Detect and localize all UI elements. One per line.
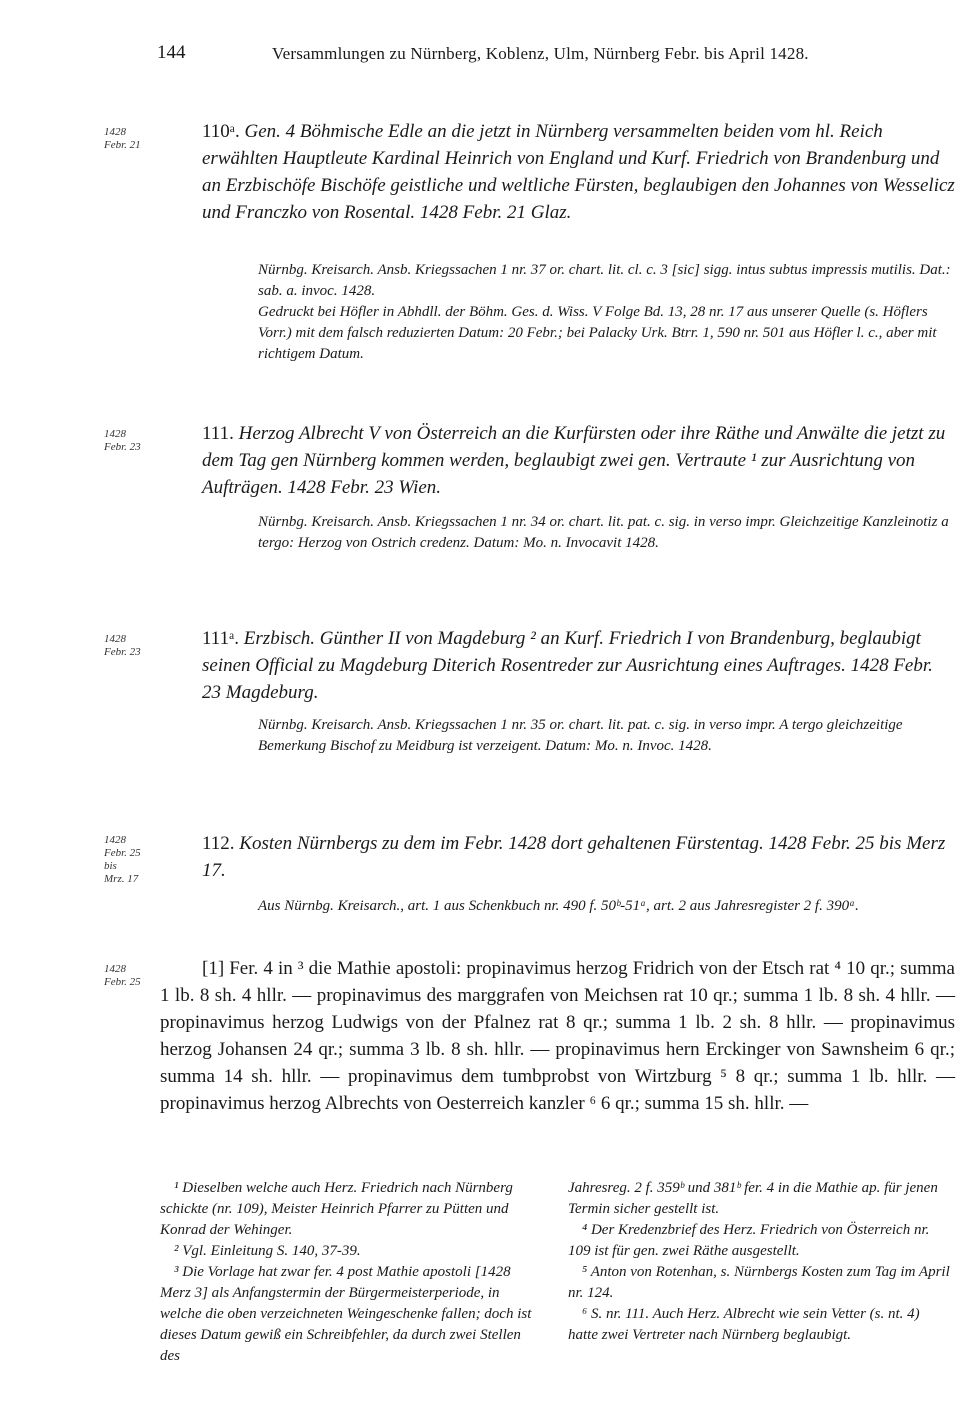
margin-year: 1428 — [104, 633, 126, 645]
margin-date — [104, 963, 156, 989]
footnote-6: ⁶ S. nr. 111. Auch Herz. Albrecht wie sein Vetter (s. nt. 4) hatte zwei Vertreter nach Nürnberg beglaubigt. — [568, 1306, 920, 1343]
margin-year: 1428 — [104, 126, 126, 138]
source-notes — [258, 512, 953, 554]
entry-number: 112. — [202, 833, 235, 854]
footnotes-left-column — [160, 1178, 542, 1367]
margin-day: Febr. 23 — [104, 441, 141, 453]
entry-number: 110ᵃ. — [202, 121, 240, 142]
margin-day: Febr. 21 — [104, 139, 141, 151]
regest-text: Kosten Nürnbergs zu dem im Febr. 1428 dort gehaltenen Fürstentag. 1428 Febr. 25 bis Merz 17. — [202, 833, 946, 881]
print-note: Gedruckt bei Höfler in Abhdll. der Böhm. Ges. d. Wiss. V Folge Bd. 13, 28 nr. 17 aus unserer Quelle (s. Höflers Vorr.) mit dem falsch reduzierten Datum: 20 Febr.; bei Palacky Urk. Btrr. 1, 590 nr. 501 aus Höfler l. c., aber mit richtigem Datum. — [258, 304, 937, 362]
margin-day: Febr. 23 — [104, 646, 141, 658]
margin-date — [104, 633, 156, 659]
source-notes — [258, 896, 953, 917]
footnote-3-continued: Jahresreg. 2 f. 359ᵇ und 381ᵇ fer. 4 in die Mathie ap. für jenen Termin sicher gestellt ist. — [568, 1180, 938, 1217]
regest — [160, 118, 955, 226]
margin-year: 1428 — [104, 963, 126, 975]
footnote-2: ² Vgl. Einleitung S. 140, 37-39. — [174, 1243, 361, 1259]
margin-end: Mrz. 17 — [104, 873, 139, 885]
regest-text: Gen. 4 Böhmische Edle an die jetzt in Nürnberg versammelten beiden vom hl. Reich erwählten Hauptleute Kardinal Heinrich von England und Kurf. Friedrich von Brandenburg und an Erzbischöfe Bischöfe geistliche und weltliche Fürsten, beglaubigen den Johannes von Wesselicz und Franczko von Rosental. 1428 Febr. 21 Glaz. — [202, 121, 955, 223]
footnotes-right-column — [568, 1178, 950, 1346]
page-header — [157, 42, 857, 72]
footnote-4: ⁴ Der Kredenzbrief des Herz. Friedrich von Österreich nr. 109 ist für gen. zwei Räthe ausgestellt. — [568, 1222, 930, 1259]
source-line: Nürnbg. Kreisarch. Ansb. Kriegssachen 1 nr. 35 or. chart. lit. pat. c. sig. in verso impr. A tergo gleichzeitige Bemerkung Bischof zu Meidburg ist verzeigent. Datum: Mo. n. Invoc. 1428. — [258, 717, 903, 754]
source-notes — [258, 715, 953, 757]
margin-year: 1428 — [104, 834, 126, 846]
margin-until: bis — [104, 860, 117, 872]
footnote-3: ³ Die Vorlage hat zwar fer. 4 post Mathie apostoli [1428 Merz 3] als Anfangstermin der Bürgermeisterperiode, in welche die oben verzeichneten Weingeschenke fallen; doch ist dieses Datum gewiß ein Schreibfehler, da durch zwei Stellen des — [160, 1264, 532, 1364]
margin-date — [104, 126, 156, 152]
account-text: [1] Fer. 4 in ³ die Mathie apostoli: propinavimus herzog Fridrich von der Etsch rat ⁴ 10 qr.; summa 1 lb. 8 sh. 4 hllr. — propinavimus des marggrafen von Meichsen rat 10 qr.; summa 1 lb. 8 sh. 4 hllr. — propinavimus herzog Ludwigs von der Pfalnez rat 8 qr.; summa 1 lb. 2 sh. 8 hllr. — propinavimus herzog Johansen 24 qr.; summa 3 lb. 8 sh. hllr. — propinavimus hern Erckinger von Sawnsheim 6 qr.; summa 14 sh. hllr. — propinavimus dem tumbprobst von Wirtzburg ⁵ 8 qr.; summa 1 lb. hllr. — propinavimus herzog Albrechts von Oesterreich kanzler ⁶ 6 qr.; summa 15 sh. hllr. — — [160, 958, 955, 1114]
margin-year: 1428 — [104, 428, 126, 440]
margin-date — [104, 428, 156, 454]
footnote-1: ¹ Dieselben welche auch Herz. Friedrich nach Nürnberg schickte (nr. 109), Meister Heinrich Pfarrer zu Pütten und Konrad der Wehinger. — [160, 1180, 513, 1238]
footnote-5: ⁵ Anton von Rotenhan, s. Nürnbergs Kosten zum Tag im April nr. 124. — [568, 1264, 950, 1301]
margin-day: Febr. 25 — [104, 847, 141, 859]
entry-number: 111. — [202, 423, 234, 444]
page-number: 144 — [157, 42, 186, 63]
entry-number: 111ᵃ. — [202, 628, 240, 649]
source-line: Nürnbg. Kreisarch. Ansb. Kriegssachen 1 nr. 37 or. chart. lit. cl. c. 3 [sic] sigg. intus subtus impressis mutilis. Dat.: sab. a. invoc. 1428. — [258, 262, 951, 299]
source-line: Nürnbg. Kreisarch. Ansb. Kriegssachen 1 nr. 34 or. chart. lit. pat. c. sig. in verso impr. Gleichzeitige Kanzleinotiz a tergo: Herzog von Ostrich credenz. Datum: Mo. n. Invocavit 1428. — [258, 514, 949, 551]
source-line: Aus Nürnbg. Kreisarch., art. 1 aus Schenkbuch nr. 490 f. 50ᵇ-51ᵃ, art. 2 aus Jahresregister 2 f. 390ᵃ. — [258, 898, 859, 914]
regest — [160, 625, 955, 706]
regest-text: Erzbisch. Günther II von Magdeburg ² an Kurf. Friedrich I von Brandenburg, beglaubigt seinen Official zu Magdeburg Diterich Rosentreder zur Ausrichtung eines Auftrages. 1428 Febr. 23 Magdeburg. — [202, 628, 933, 703]
source-notes — [258, 260, 953, 365]
running-head: Versammlungen zu Nürnberg, Koblenz, Ulm, Nürnberg Febr. bis April 1428. — [272, 44, 809, 63]
regest — [160, 420, 955, 501]
margin-date — [104, 834, 156, 886]
regest — [160, 830, 955, 884]
regest-text: Herzog Albrecht V von Österreich an die Kurfürsten oder ihre Räthe und Anwälte die jetzt zu dem Tag gen Nürnberg kommen werden, beglaubigt zwei gen. Vertraute ¹ zur Ausrichtung von Aufträgen. 1428 Febr. 23 Wien. — [202, 423, 946, 498]
margin-day: Febr. 25 — [104, 976, 141, 988]
